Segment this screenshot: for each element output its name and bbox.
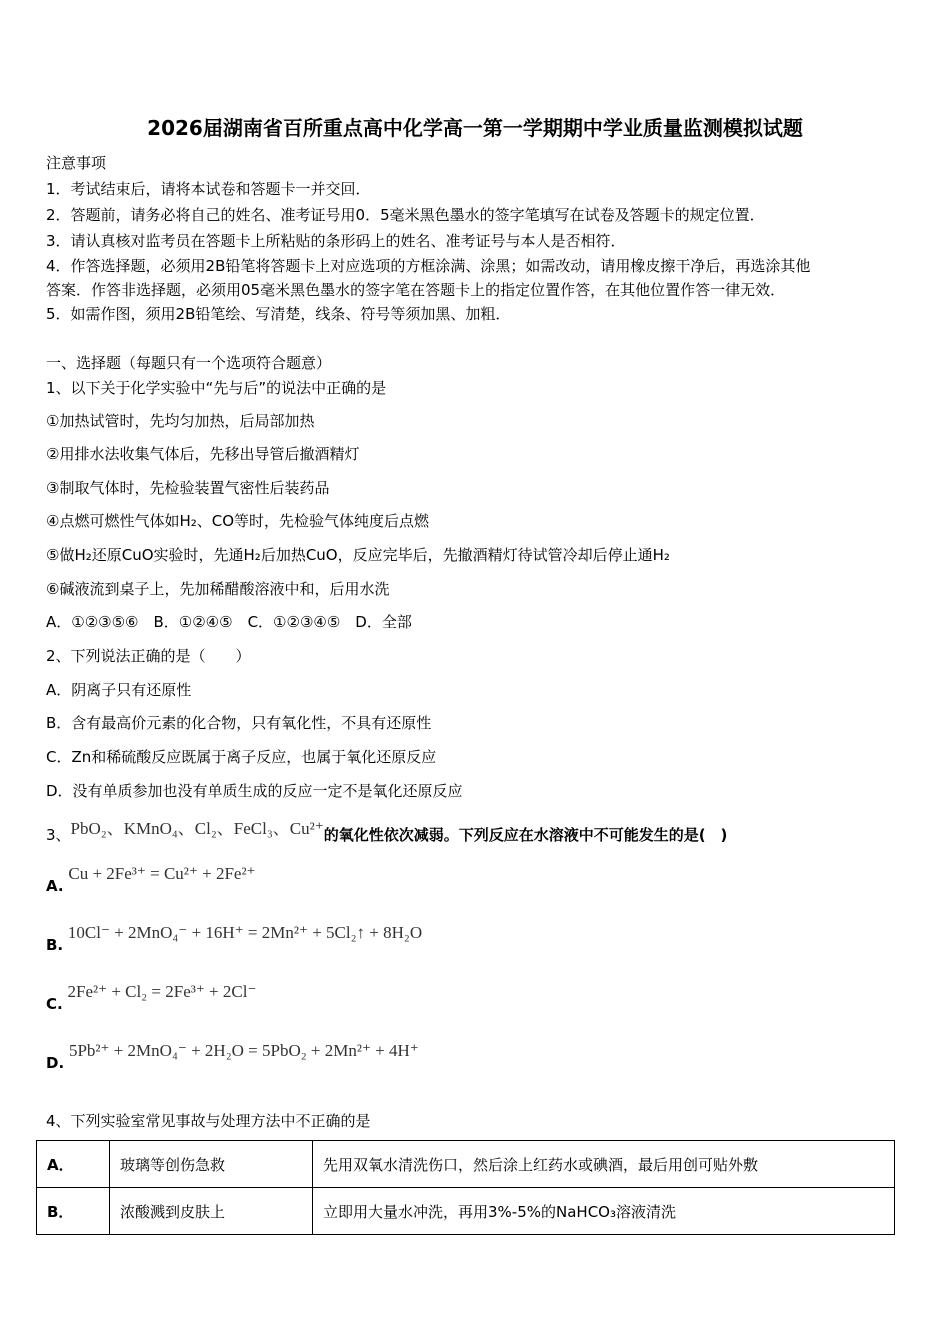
q2-option: D．没有单质参加也没有单质生成的反应一定不是氧化还原反应 (46, 782, 463, 800)
q1-item: ⑥碱液流到桌子上，先加稀醋酸溶液中和，后用水洗 (46, 580, 390, 598)
notice-heading: 注意事项 (46, 154, 107, 172)
q3-stem-line (46, 820, 727, 845)
option-label: D. (46, 1054, 65, 1072)
notice-item: 答案．作答非选择题，必须用05毫米黑色墨水的签字笔在答题卡上的指定位置作答，在其他位置作答一律无效． (46, 281, 786, 299)
cell: A． (37, 1141, 110, 1188)
q3-option-c (46, 982, 257, 1014)
q3-option-d (46, 1041, 419, 1073)
q1-item: ⑤做H₂还原CuO实验时，先通H₂后加热CuO，反应完毕后，先撤酒精灯待试管冷却后停止通H₂ (46, 546, 670, 564)
notice-item: 5．如需作图，须用2B铅笔绘、写清楚，线条、符号等须加黑、加粗． (46, 305, 511, 323)
q4-table (36, 1140, 895, 1235)
option-label: A. (46, 877, 64, 895)
q2-option: C．Zn和稀硫酸反应既属于离子反应，也属于氧化还原反应 (46, 748, 437, 766)
cell: 立即用大量水冲洗，再用3%-5%的NaHCO₃溶液清洗 (313, 1188, 895, 1235)
notice-item: 2．答题前，请务必将自己的姓名、准考证号用0．5毫米黑色墨水的签字笔填写在试卷及答题卡的规定位置． (46, 206, 765, 224)
equation: 2Fe²⁺ + Cl₂ = 2Fe³⁺ + 2Cl⁻ (67, 982, 257, 1001)
q1-item: ①加热试管时，先均匀加热，后局部加热 (46, 412, 315, 430)
q1-item: ②用排水法收集气体后，先移出导管后撤酒精灯 (46, 445, 360, 463)
notice-item: 4．作答选择题，必须用2B铅笔将答题卡上对应选项的方框涂满、涂黑；如需改动，请用橡皮擦干净后，再选涂其他 (46, 257, 811, 275)
q1-options: A．①②③⑤⑥ B．①②④⑤ C．①②③④⑤ D．全部 (46, 613, 412, 631)
q3-option-b (46, 923, 423, 955)
option-label: C. (46, 995, 63, 1013)
q3-number: 3、 (46, 826, 71, 844)
table-row (37, 1188, 895, 1235)
option-label: B. (46, 936, 64, 954)
table-row (37, 1141, 895, 1188)
notice-item: 3．请认真核对监考员在答题卡上所粘贴的条形码上的姓名、准考证号与本人是否相符． (46, 232, 626, 250)
q4-stem: 4、下列实验室常见事故与处理方法中不正确的是 (46, 1112, 371, 1130)
page-title: 2026届湖南省百所重点高中化学高一第一学期期中学业质量监测模拟试题 (147, 116, 803, 140)
equation: 10Cl⁻ + 2MnO₄⁻ + 16H⁺ = 2Mn²⁺ + 5Cl₂↑ + 8H₂O (67, 923, 423, 942)
notice-item: 1．考试结束后，请将本试卷和答题卡一并交回． (46, 180, 371, 198)
q1-item: ④点燃可燃性气体如H₂、CO等时，先检验气体纯度后点燃 (46, 512, 430, 530)
equation: Cu + 2Fe³⁺ = Cu²⁺ + 2Fe²⁺ (68, 864, 256, 883)
q1-stem: 1、以下关于化学实验中“先与后”的说法中正确的是 (46, 379, 387, 397)
section-heading: 一、选择题（每题只有一个选项符合题意） (46, 354, 332, 372)
q2-option: A．阴离子只有还原性 (46, 681, 192, 699)
q3-option-a (46, 864, 256, 896)
q2-stem: 2、下列说法正确的是（ ） (46, 647, 251, 665)
cell: B． (37, 1188, 110, 1235)
cell: 浓酸溅到皮肤上 (110, 1188, 313, 1235)
q3-species: PbO₂、KMnO₄、Cl₂、FeCl₃、Cu²⁺ (70, 819, 324, 838)
cell: 玻璃等创伤急救 (110, 1141, 313, 1188)
equation: 5Pb²⁺ + 2MnO₄⁻ + 2H₂O = 5PbO₂ + 2Mn²⁺ + 4H⁺ (68, 1041, 419, 1060)
q3-stem: 的氧化性依次减弱。下列反应在水溶液中不可能发生的是( ) (323, 826, 728, 844)
cell: 先用双氧水清洗伤口，然后涂上红药水或碘酒，最后用创可贴外敷 (313, 1141, 895, 1188)
q1-item: ③制取气体时，先检验装置气密性后装药品 (46, 479, 330, 497)
q2-option: B．含有最高价元素的化合物，只有氧化性，不具有还原性 (46, 714, 432, 732)
